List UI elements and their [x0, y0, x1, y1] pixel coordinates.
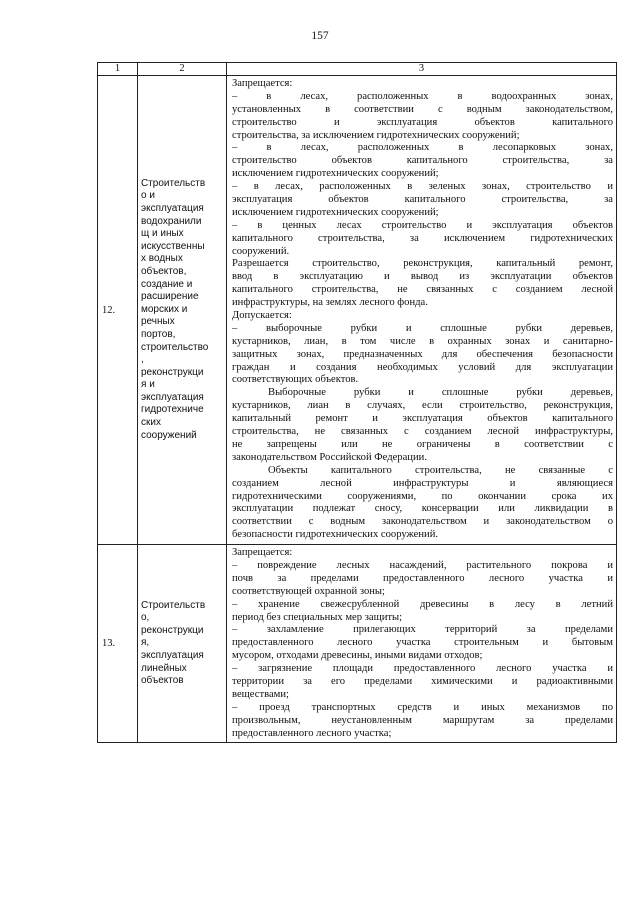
- text-line: Запрещается:: [232, 547, 293, 559]
- header-col-2: 2: [138, 63, 227, 76]
- name-line: х водных: [141, 253, 183, 265]
- name-line: ских: [141, 417, 161, 429]
- text-line: – захламление прилегающих территорий за пределами: [232, 624, 613, 636]
- regulations-table: [97, 62, 617, 743]
- table-row: [98, 545, 617, 743]
- name-line: объектов,: [141, 265, 187, 277]
- text-line: строительство объектов капитального строительства, за: [232, 155, 613, 167]
- name-line: искусственны: [141, 240, 205, 252]
- text-line: Допускается:: [232, 310, 292, 322]
- text-line: эксплуатация объектов капитального строительства, за: [232, 194, 613, 206]
- text-line: кустарников, лиан в случаях, если строительство, реконструкция,: [232, 400, 613, 412]
- text-line: Объекты капитального строительства, не связанные с: [268, 464, 613, 476]
- name-line: создание и: [141, 278, 193, 290]
- text-line: соответствующей охранной зоны;: [232, 585, 385, 597]
- name-line: морских и: [141, 303, 188, 315]
- row-number: 13.: [98, 545, 138, 743]
- text-line: эксплуатации подлежат сносу, консервации или ликвидации в: [232, 503, 613, 515]
- name-line: эксплуатация: [141, 202, 204, 214]
- text-line: – в лесах, расположенных в водоохранных зонах,: [232, 90, 613, 102]
- text-line: период без специальных мер защиты;: [232, 611, 403, 623]
- name-line: строительство: [141, 341, 209, 353]
- text-line: капитальный ремонт и эксплуатация объектов капитального: [232, 413, 613, 425]
- text-line: капитального строительства, за исключением гидротехнических: [232, 232, 613, 244]
- text-line: граждан и создания необходимых условий для эксплуатации: [232, 361, 613, 373]
- text-line: сооружений.: [232, 245, 290, 257]
- text-line: ввод в эксплуатацию и вывод из эксплуатации объектов: [232, 271, 613, 283]
- text-line: – в лесах, расположенных в зеленых зонах, строительство и: [232, 181, 613, 193]
- text-line: кустарников, лиан, в том числе в охранных зонах и санитарно-: [232, 335, 613, 347]
- activity-name: [138, 76, 227, 545]
- activity-name: [138, 545, 227, 743]
- name-line: эксплуатация: [141, 391, 204, 403]
- text-line: предоставленного лесного участка;: [232, 727, 392, 739]
- text-line: Выборочные рубки и сплошные рубки деревьев,: [268, 387, 613, 399]
- requirements-text: [227, 545, 617, 743]
- text-line: Разрешается строительство, реконструкция, капитальный ремонт,: [232, 258, 613, 270]
- header-col-1: 1: [98, 63, 138, 76]
- text-line: произвольным, неустановленным маршрутам за пределами: [232, 714, 613, 726]
- name-line: расширение: [141, 291, 199, 303]
- table-header-row: [98, 63, 617, 76]
- name-line: сооружений: [141, 429, 197, 441]
- table-row: [98, 76, 617, 545]
- text-line: гидротехническими сооружениями, по окончании срока их: [232, 490, 613, 502]
- name-line: реконструкци: [141, 366, 204, 378]
- text-line: почв за пределами предоставленного лесного участка и: [232, 572, 613, 584]
- text-line: защитных зонах, предназначенных для обеспечения безопасности: [232, 348, 613, 360]
- requirements-text: [227, 76, 617, 545]
- name-line: о,: [141, 612, 150, 624]
- text-line: территории за его пределами химическими и радиоактивными: [232, 675, 613, 687]
- name-line: ,: [141, 354, 144, 366]
- text-line: строительства, за исключением гидротехнических сооружений;: [232, 129, 520, 141]
- name-line: реконструкци: [141, 624, 204, 636]
- text-line: – в лесах, расположенных в лесопарковых зонах,: [232, 142, 613, 154]
- text-line: соответствии с водным законодательством и законодательством о: [232, 516, 613, 528]
- text-line: капитального строительства, не связанных с созданием лесной: [232, 284, 613, 296]
- text-line: исключением гидротехнических сооружений;: [232, 206, 439, 218]
- text-line: Запрещается:: [232, 78, 293, 89]
- text-line: строительства, не связанных с созданием лесной инфраструктуры,: [232, 426, 613, 438]
- name-line: портов,: [141, 328, 176, 340]
- text-line: установленных в соответствии с водным законодательством,: [232, 103, 613, 115]
- name-line: водохранили: [141, 215, 202, 227]
- text-line: – выборочные рубки и сплошные рубки деревьев,: [232, 322, 613, 334]
- text-line: – в ценных лесах строительство и эксплуатация объектов: [232, 219, 613, 231]
- text-line: не запрещены или не ограничены в соответствии с: [232, 438, 613, 450]
- name-line: Строительств: [141, 177, 206, 189]
- name-line: гидротехниче: [141, 404, 204, 416]
- header-col-3: 3: [227, 63, 617, 76]
- text-line: – хранение свежесрубленной древесины в лесу в летний: [232, 598, 613, 610]
- text-line: строительство и эксплуатация объектов капитального: [232, 116, 613, 128]
- text-line: веществами;: [232, 688, 289, 700]
- name-line: Строительств: [141, 599, 206, 611]
- name-line: я и: [141, 379, 155, 391]
- text-line: созданием лесной инфраструктуры и являющиеся: [232, 477, 613, 489]
- text-line: соответствующих объектов.: [232, 374, 359, 386]
- text-line: мусором, отходами древесины, иными видами отходов;: [232, 650, 483, 662]
- page-number: 157: [311, 30, 329, 42]
- text-line: исключением гидротехнических сооружений;: [232, 168, 439, 180]
- row-number: 12.: [98, 76, 138, 545]
- text-line: – загрязнение площади предоставленного лесного участка и: [232, 663, 613, 675]
- text-line: законодательством Российской Федерации.: [232, 451, 427, 463]
- text-line: – повреждение лесных насаждений, растительного покрова и: [232, 559, 613, 571]
- text-line: – проезд транспортных средств и иных механизмов по: [232, 701, 613, 713]
- name-line: эксплуатация: [141, 650, 204, 662]
- name-line: я,: [141, 637, 150, 649]
- name-line: объектов: [141, 675, 184, 687]
- text-line: предоставленного лесного участка строительным и бытовым: [232, 637, 613, 649]
- text-line: инфраструктуры, на землях лесного фонда.: [232, 297, 428, 309]
- name-line: о и: [141, 190, 155, 202]
- text-line: безопасности гидротехнических сооружений.: [232, 529, 439, 541]
- name-line: линейных: [141, 662, 187, 674]
- name-line: щ и иных: [141, 228, 184, 240]
- name-line: речных: [141, 316, 175, 328]
